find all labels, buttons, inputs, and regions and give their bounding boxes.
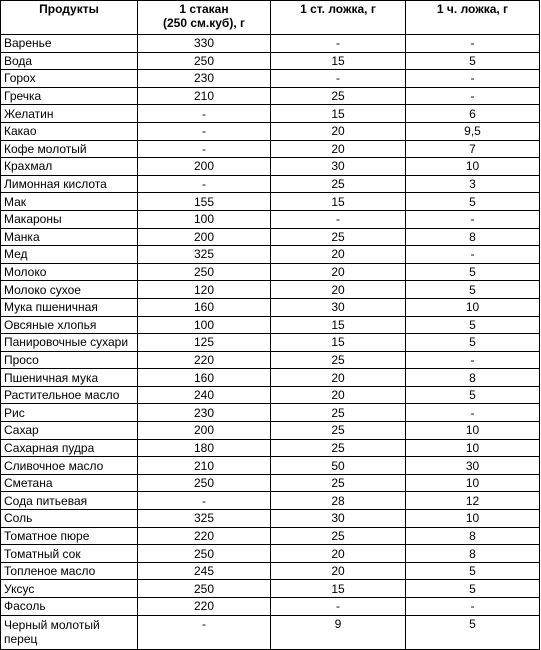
tablespoon-value-cell: 25	[271, 87, 406, 105]
teaspoon-value-cell: 10	[406, 422, 540, 440]
table-row	[1, 246, 540, 264]
tablespoon-value-cell: 20	[271, 140, 406, 158]
glass-value-cell: 230	[138, 70, 271, 88]
teaspoon-value-cell: 9,5	[406, 122, 540, 140]
tablespoon-value-cell: -	[271, 210, 406, 228]
table-row	[1, 615, 540, 649]
teaspoon-value-cell: 8	[406, 545, 540, 563]
glass-value-cell: 220	[138, 527, 271, 545]
product-name-cell: Топленое масло	[1, 562, 138, 580]
tablespoon-value-cell: 15	[271, 105, 406, 123]
glass-value-cell: 325	[138, 246, 271, 264]
header-glass	[138, 1, 271, 35]
header-tablespoon: 1 ст. ложка, г	[271, 1, 406, 35]
product-name-cell: Рис	[1, 404, 138, 422]
glass-value-cell: 200	[138, 422, 271, 440]
teaspoon-value-cell: 5	[406, 263, 540, 281]
glass-value-cell: -	[138, 140, 271, 158]
tablespoon-value-cell: 20	[271, 386, 406, 404]
glass-value-cell: 330	[138, 35, 271, 53]
table-row	[1, 545, 540, 563]
teaspoon-value-cell: -	[406, 70, 540, 88]
glass-value-cell: -	[138, 492, 271, 510]
teaspoon-value-cell: 3	[406, 175, 540, 193]
tablespoon-value-cell: 50	[271, 457, 406, 475]
product-name-cell: Овсяные хлопья	[1, 316, 138, 334]
tablespoon-value-cell: 20	[271, 562, 406, 580]
teaspoon-value-cell: -	[406, 404, 540, 422]
teaspoon-value-cell: 5	[406, 281, 540, 299]
teaspoon-value-cell: -	[406, 87, 540, 105]
glass-value-cell: 220	[138, 351, 271, 369]
table-row	[1, 527, 540, 545]
table-row	[1, 457, 540, 475]
teaspoon-value-cell: 5	[406, 386, 540, 404]
glass-value-cell: 250	[138, 474, 271, 492]
table-row	[1, 158, 540, 176]
teaspoon-value-cell: -	[406, 210, 540, 228]
glass-value-cell: 125	[138, 334, 271, 352]
table-row	[1, 510, 540, 528]
glass-value-cell: 120	[138, 281, 271, 299]
product-name-cell: Томатный сок	[1, 545, 138, 563]
teaspoon-value-cell: 5	[406, 52, 540, 70]
table-row	[1, 422, 540, 440]
table-row	[1, 140, 540, 158]
table-row	[1, 369, 540, 387]
product-name-cell: Соль	[1, 510, 138, 528]
teaspoon-value-cell: 10	[406, 439, 540, 457]
teaspoon-value-cell: 5	[406, 615, 540, 649]
glass-value-cell: 240	[138, 386, 271, 404]
table-row	[1, 386, 540, 404]
table-row	[1, 228, 540, 246]
table-row	[1, 52, 540, 70]
tablespoon-value-cell: 25	[271, 439, 406, 457]
glass-value-cell: -	[138, 615, 271, 649]
glass-value-cell: 100	[138, 210, 271, 228]
tablespoon-value-cell: -	[271, 35, 406, 53]
tablespoon-value-cell: 15	[271, 316, 406, 334]
teaspoon-value-cell: 12	[406, 492, 540, 510]
product-name-cell: Мука пшеничная	[1, 298, 138, 316]
product-name-cell: Сметана	[1, 474, 138, 492]
tablespoon-value-cell: 25	[271, 422, 406, 440]
product-name-cell: Макароны	[1, 210, 138, 228]
teaspoon-value-cell: 8	[406, 369, 540, 387]
tablespoon-value-cell: 15	[271, 193, 406, 211]
product-name-cell: Мак	[1, 193, 138, 211]
table-row	[1, 105, 540, 123]
header-products: Продукты	[1, 1, 138, 35]
table-row	[1, 351, 540, 369]
table-row	[1, 492, 540, 510]
glass-value-cell: 250	[138, 52, 271, 70]
glass-value-cell: 230	[138, 404, 271, 422]
glass-value-cell: 200	[138, 158, 271, 176]
tablespoon-value-cell: 15	[271, 52, 406, 70]
header-glass-line2: (250 см.куб), г	[163, 16, 245, 30]
table-row	[1, 210, 540, 228]
teaspoon-value-cell: 5	[406, 193, 540, 211]
glass-value-cell: 245	[138, 562, 271, 580]
tablespoon-value-cell: 25	[271, 175, 406, 193]
tablespoon-value-cell: -	[271, 598, 406, 616]
product-name-cell: Панировочные сухари	[1, 334, 138, 352]
product-name-cell: Пшеничная мука	[1, 369, 138, 387]
glass-value-cell: -	[138, 175, 271, 193]
teaspoon-value-cell: -	[406, 246, 540, 264]
product-name-cell: Кофе молотый	[1, 140, 138, 158]
teaspoon-value-cell: 5	[406, 334, 540, 352]
tablespoon-value-cell: 9	[271, 615, 406, 649]
table-row	[1, 580, 540, 598]
teaspoon-value-cell: 8	[406, 228, 540, 246]
product-name-cell: Горох	[1, 70, 138, 88]
teaspoon-value-cell: 8	[406, 527, 540, 545]
tablespoon-value-cell: 20	[271, 545, 406, 563]
glass-value-cell: 250	[138, 263, 271, 281]
glass-value-cell: 100	[138, 316, 271, 334]
tablespoon-value-cell: 30	[271, 298, 406, 316]
product-name-cell: Манка	[1, 228, 138, 246]
glass-value-cell: 200	[138, 228, 271, 246]
tablespoon-value-cell: 20	[271, 369, 406, 387]
glass-value-cell: 155	[138, 193, 271, 211]
product-name-cell: Фасоль	[1, 598, 138, 616]
tablespoon-value-cell: 28	[271, 492, 406, 510]
product-name-cell: Желатин	[1, 105, 138, 123]
product-name-cell: Сахар	[1, 422, 138, 440]
tablespoon-value-cell: 25	[271, 527, 406, 545]
glass-value-cell: -	[138, 122, 271, 140]
teaspoon-value-cell: 30	[406, 457, 540, 475]
product-name-cell: Вода	[1, 52, 138, 70]
product-name-cell: Варенье	[1, 35, 138, 53]
product-name-cell: Просо	[1, 351, 138, 369]
tablespoon-value-cell: 25	[271, 351, 406, 369]
tablespoon-value-cell: 20	[271, 122, 406, 140]
tablespoon-value-cell: 15	[271, 334, 406, 352]
product-name-cell: Сахарная пудра	[1, 439, 138, 457]
glass-value-cell: 180	[138, 439, 271, 457]
teaspoon-value-cell: -	[406, 35, 540, 53]
teaspoon-value-cell: 5	[406, 316, 540, 334]
product-name-cell: Сливочное масло	[1, 457, 138, 475]
teaspoon-value-cell: -	[406, 598, 540, 616]
table-row	[1, 439, 540, 457]
product-name-cell: Молоко сухое	[1, 281, 138, 299]
header-glass-line1: 1 стакан	[179, 2, 229, 16]
table-row	[1, 316, 540, 334]
teaspoon-value-cell: 10	[406, 474, 540, 492]
table-row	[1, 281, 540, 299]
teaspoon-value-cell: 6	[406, 105, 540, 123]
product-name-cell: Сода питьевая	[1, 492, 138, 510]
glass-value-cell: 210	[138, 457, 271, 475]
teaspoon-value-cell: 10	[406, 298, 540, 316]
table-row	[1, 193, 540, 211]
table-row	[1, 474, 540, 492]
table-row	[1, 70, 540, 88]
table-row	[1, 35, 540, 53]
product-name-cell: Лимонная кислота	[1, 175, 138, 193]
tablespoon-value-cell: 20	[271, 281, 406, 299]
tablespoon-value-cell: 30	[271, 158, 406, 176]
product-name-cell: Растительное масло	[1, 386, 138, 404]
table-row	[1, 562, 540, 580]
glass-value-cell: 160	[138, 369, 271, 387]
product-name-cell: Гречка	[1, 87, 138, 105]
product-name-cell: Крахмал	[1, 158, 138, 176]
glass-value-cell: 325	[138, 510, 271, 528]
tablespoon-value-cell: 25	[271, 474, 406, 492]
tablespoon-value-cell: 25	[271, 228, 406, 246]
tablespoon-value-cell: 20	[271, 246, 406, 264]
tablespoon-value-cell: 30	[271, 510, 406, 528]
table-row	[1, 298, 540, 316]
glass-value-cell: 250	[138, 545, 271, 563]
teaspoon-value-cell: 10	[406, 510, 540, 528]
table-row	[1, 598, 540, 616]
product-name-cell: Уксус	[1, 580, 138, 598]
product-name-cell: Черный молотый перец	[1, 615, 138, 649]
teaspoon-value-cell: 5	[406, 580, 540, 598]
product-name-cell: Какао	[1, 122, 138, 140]
teaspoon-value-cell: 10	[406, 158, 540, 176]
glass-value-cell: 250	[138, 580, 271, 598]
teaspoon-value-cell: 5	[406, 562, 540, 580]
tablespoon-value-cell: 15	[271, 580, 406, 598]
table-row	[1, 175, 540, 193]
tablespoon-value-cell: -	[271, 70, 406, 88]
table-row	[1, 334, 540, 352]
teaspoon-value-cell: 7	[406, 140, 540, 158]
glass-value-cell: 210	[138, 87, 271, 105]
glass-value-cell: 220	[138, 598, 271, 616]
table-row	[1, 122, 540, 140]
product-name-cell: Молоко	[1, 263, 138, 281]
header-row	[1, 1, 540, 35]
glass-value-cell: 160	[138, 298, 271, 316]
glass-value-cell: -	[138, 105, 271, 123]
table-row	[1, 87, 540, 105]
table-row	[1, 263, 540, 281]
product-name-cell: Томатное пюре	[1, 527, 138, 545]
teaspoon-value-cell: -	[406, 351, 540, 369]
product-name-cell: Мед	[1, 246, 138, 264]
tablespoon-value-cell: 20	[271, 263, 406, 281]
tablespoon-value-cell: 25	[271, 404, 406, 422]
table-row	[1, 404, 540, 422]
header-teaspoon: 1 ч. ложка, г	[406, 1, 540, 35]
table-body	[1, 35, 540, 650]
